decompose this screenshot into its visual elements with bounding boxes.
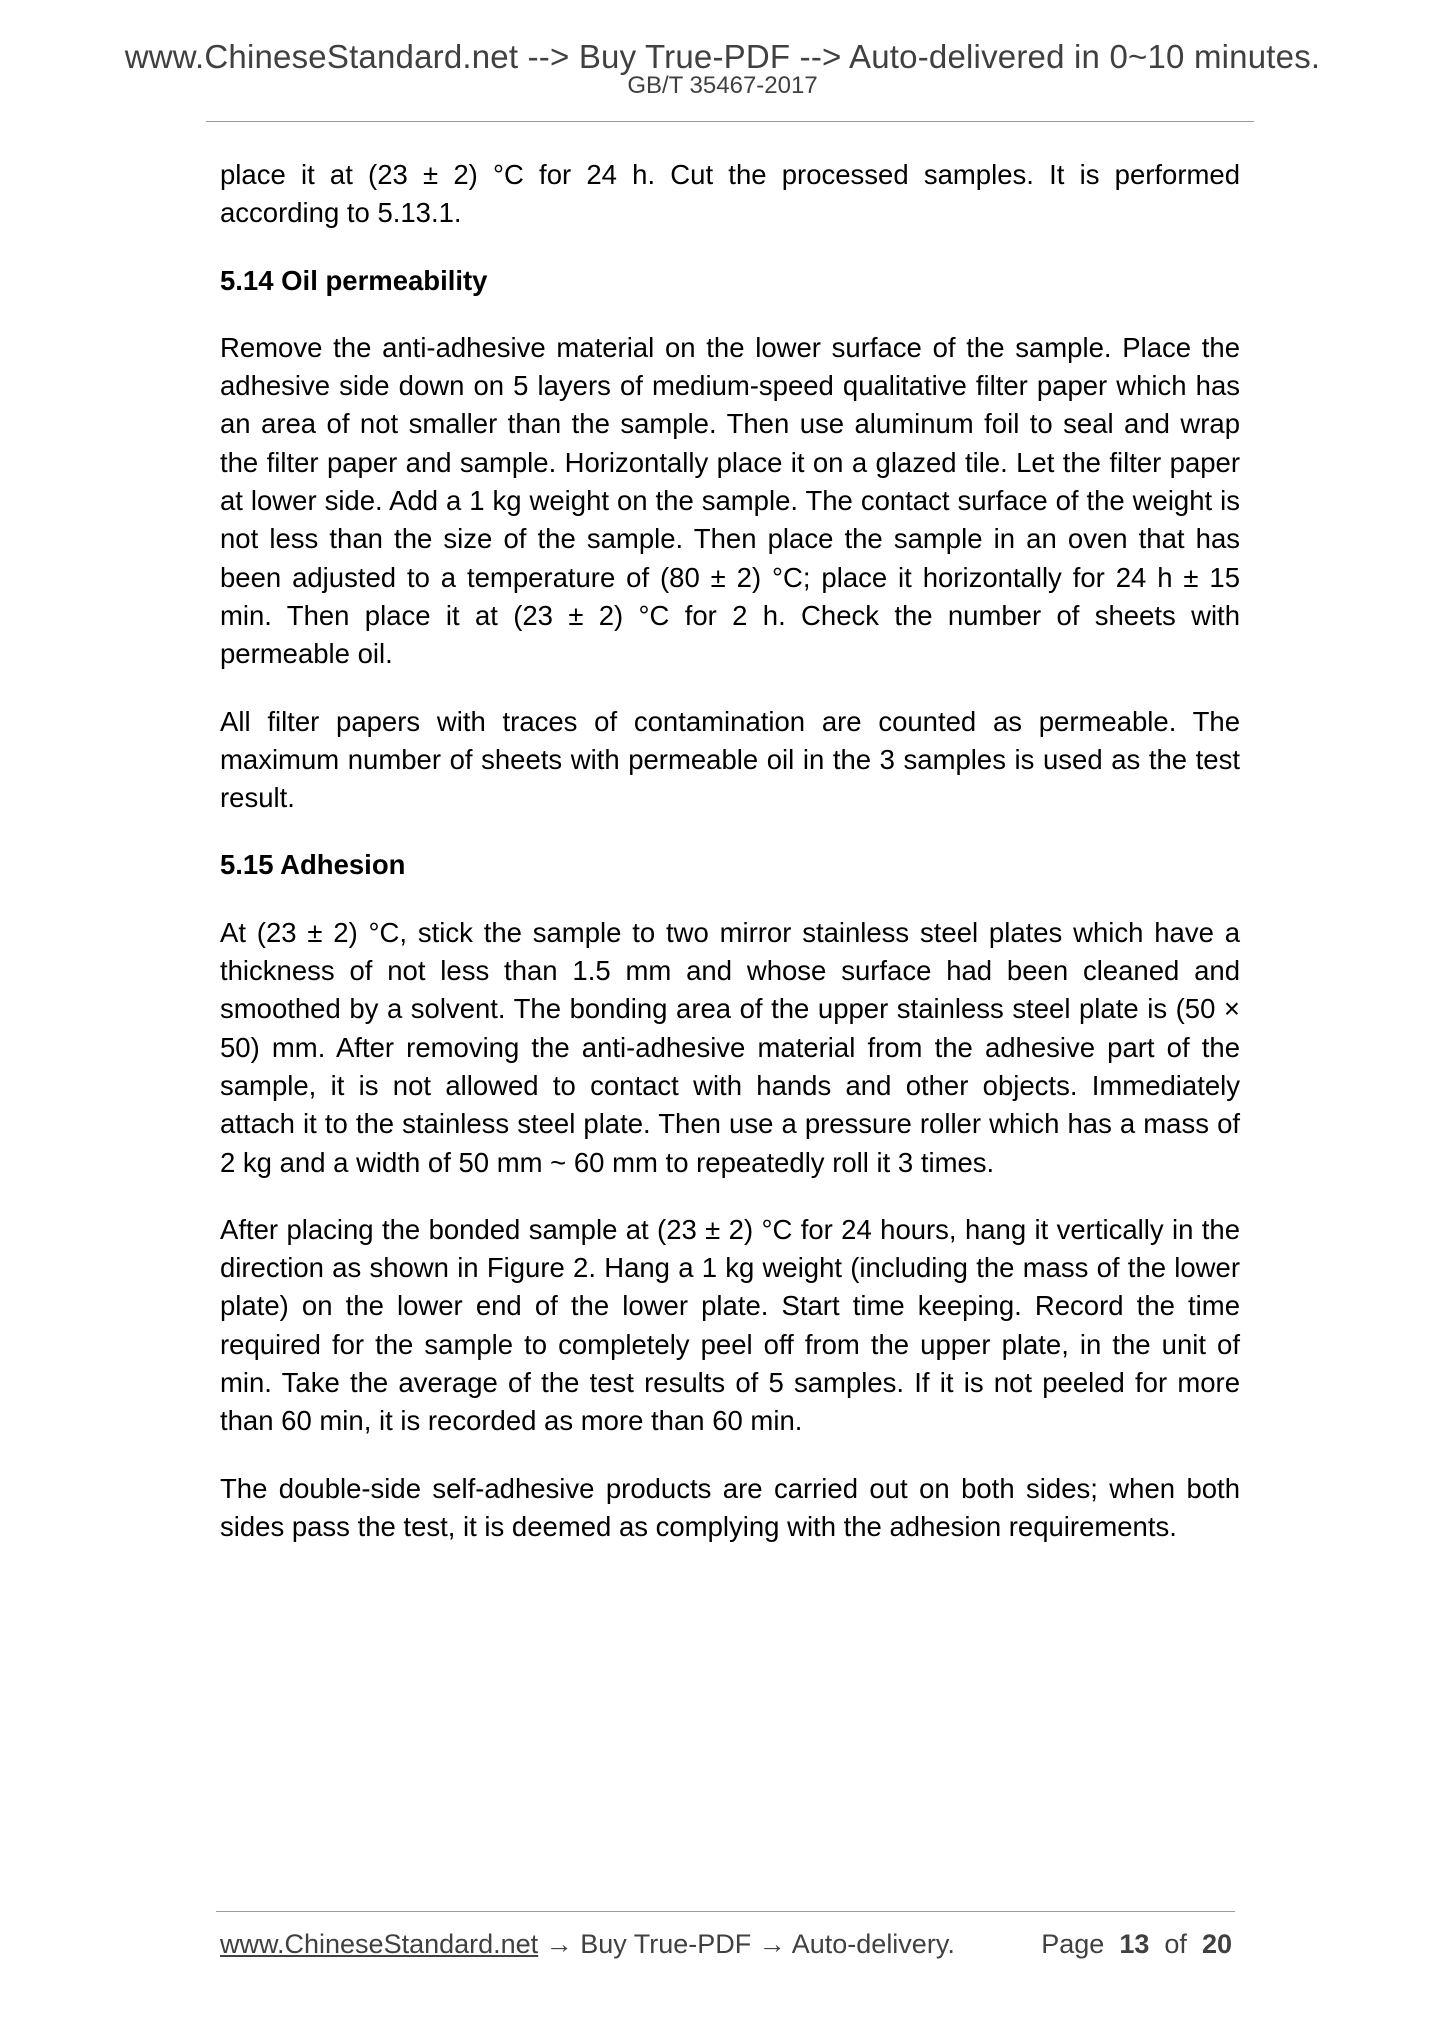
page-label: Page [1041,1929,1105,1959]
footer-site-link[interactable]: www.ChineseStandard.net [220,1929,539,1959]
document-body [220,156,1240,1575]
section-heading-oil-permeability: 5.14 Oil permeability [220,264,488,296]
footer-promo [220,1929,955,1960]
paragraph-adhesion-test: After placing the bonded sample at (23 ± 2) °C for 24 hours, hang it vertically in the direction as shown in Figure 2. Hang a 1 kg weight (including the mass of the lower plate) on the lower end of the lower plate. Start time keeping. Record the time required for the sample to completely peel off from the upper plate, in the unit of min. Take the average of the test results of 5 samples. If it is not peeled for more than 60 min, it is recorded as more than 60 min. [220,1213,1240,1437]
paragraph-adhesion-preparation: At (23 ± 2) °C, stick the sample to two mirror stainless steel plates which have a thickness of not less than 1.5 mm and whose surface had been cleaned and smoothed by a solvent. The bonding area of the upper stainless steel plate is (50 × 50) mm. After removing the anti-adhesive material from the adhesive part of the sample, it is not allowed to contact with hands and other objects. Immediately attach it to the stainless steel plate. Then use a pressure roller which has a mass of 2 kg and a width of 50 mm ~ 60 mm to repeatedly roll it 3 times. [220,916,1240,1178]
page-indicator [1041,1929,1232,1960]
page-current: 13 [1119,1929,1150,1959]
page-footer [220,1929,1232,1969]
paragraph-adhesion-double-side: The double-side self-adhesive products are carried out on both sides; when both sides pass the test, it is deemed as complying with the adhesion requirements. [220,1472,1240,1542]
paragraph-oil-permeability-procedure: Remove the anti-adhesive material on the lower surface of the sample. Place the adhesive side down on 5 layers of medium-speed qualitative filter paper which has an area of not smaller than the sample. Then use aluminum foil to seal and wrap the filter paper and sample. Horizontally place it on a glazed tile. Let the filter paper at lower side. Add a 1 kg weight on the sample. The contact surface of the weight is not less than the size of the sample. Then place the sample in an oven that has been adjusted to a temperature of (80 ± 2) °C; place it horizontally for 24 h ± 15 min. Then place it at (23 ± 2) °C for 2 h. Check the number of sheets with permeable oil. [220,331,1240,670]
paragraph-intro: place it at (23 ± 2) °C for 24 h. Cut the processed samples. It is performed according to 5.13.1. [220,159,1240,229]
page-total: 20 [1201,1929,1232,1959]
header-banner: www.ChineseStandard.net --> Buy True-PDF --> Auto-delivered in 0~10 minutes. [124,38,1321,75]
paragraph-oil-permeability-result: All filter papers with traces of contamination are counted as permeable. The maximum number of sheets with permeable oil in the 3 samples is used as the test result. [220,705,1240,814]
footer-divider [216,1911,1235,1912]
of-label: of [1164,1929,1187,1959]
footer-delivery-text: → Buy True-PDF → Auto-delivery. [538,1929,955,1959]
header-divider [206,121,1254,122]
section-heading-adhesion: 5.15 Adhesion [220,849,406,881]
standard-code: GB/T 35467-2017 [627,72,818,99]
